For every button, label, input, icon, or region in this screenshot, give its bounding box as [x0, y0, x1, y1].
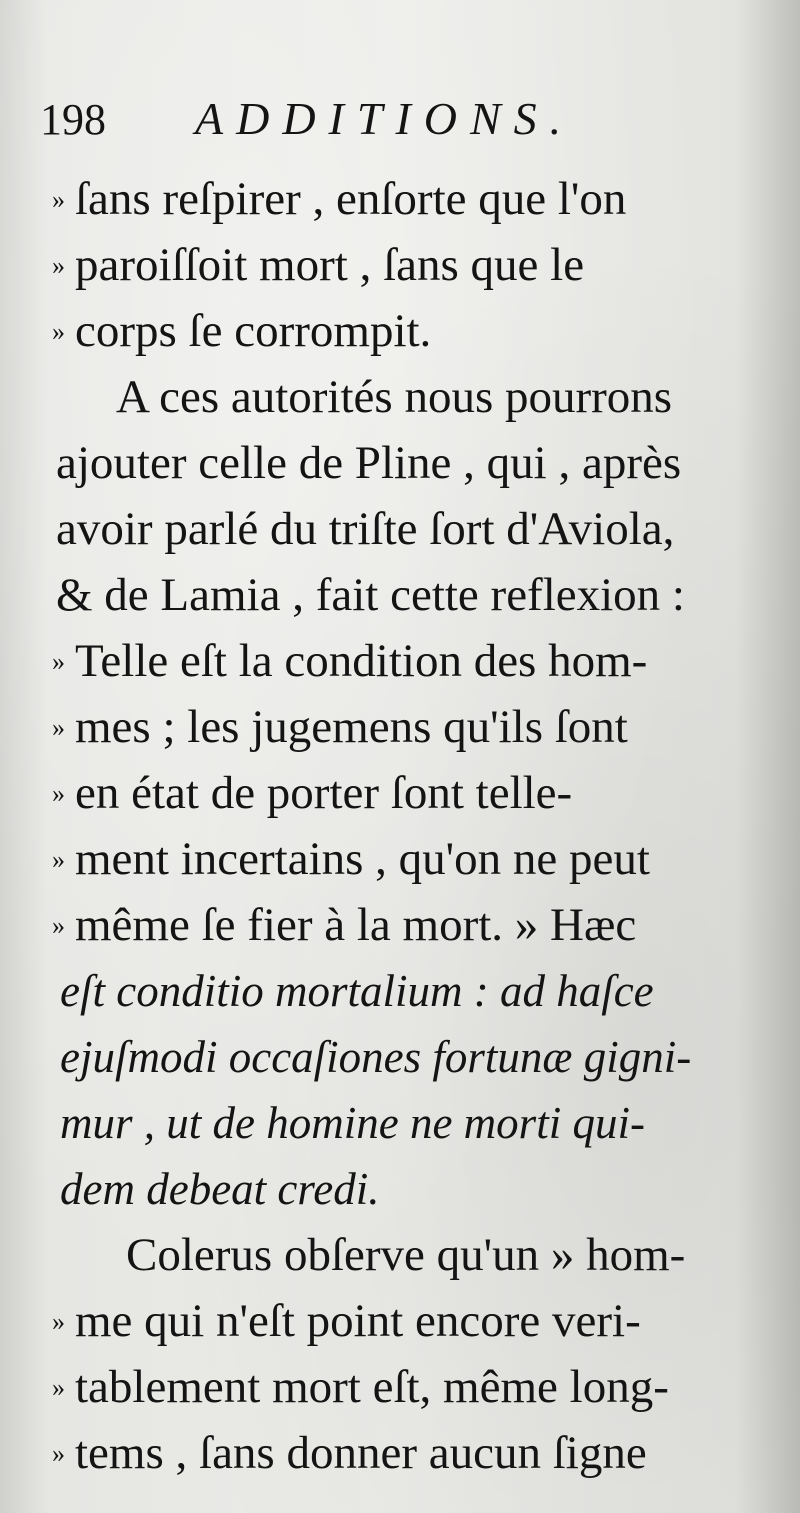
quote-mark: »	[52, 1307, 65, 1336]
line-text: eſt conditio mortalium : ad haſce	[60, 966, 654, 1016]
line-text: corps ſe corrompit.	[75, 305, 432, 357]
line-text: mur , ut de homine ne morti qui-	[60, 1098, 645, 1148]
text-line	[52, 232, 757, 298]
line-text: paroiſſoit mort , ſans que le	[75, 239, 585, 291]
quote-mark: »	[52, 779, 65, 808]
line-text: me qui n'eſt point encore veri-	[75, 1295, 641, 1347]
line-text: dem debeat credi.	[60, 1164, 380, 1214]
line-text: ejuſmodi occaſiones fortunæ gigni-	[60, 1032, 692, 1082]
section-title: ADDITIONS.	[195, 93, 575, 144]
text-line	[52, 760, 757, 826]
line-text: en état de porter ſont telle-	[75, 767, 573, 819]
line-text: Telle eſt la condition des hom-	[75, 635, 648, 687]
line-text: ſans reſpirer , enſorte que l'on	[75, 173, 627, 225]
quote-mark: »	[52, 1439, 65, 1468]
quote-mark: »	[52, 1373, 65, 1402]
text-line	[126, 1222, 756, 1288]
text-line	[52, 1420, 757, 1486]
line-text: même ſe fier à la mort. » Hæc	[75, 899, 637, 951]
quote-mark: »	[52, 185, 65, 214]
page-number: 198	[40, 95, 106, 144]
line-text: A ces autorités nous pourrons	[116, 371, 673, 423]
text-line	[52, 892, 757, 958]
quote-mark: »	[52, 647, 65, 676]
line-text: & de Lamia , fait cette reflexion :	[56, 569, 685, 621]
quote-mark: »	[52, 713, 65, 742]
line-text: avoir parlé du triſte ſort d'Aviola,	[56, 503, 675, 555]
quote-mark: »	[52, 317, 65, 346]
text-line	[52, 166, 757, 232]
text-line	[52, 826, 757, 892]
latin-line	[60, 1156, 765, 1222]
line-text: tablement mort eſt, même long-	[75, 1361, 669, 1413]
latin-line	[60, 1090, 765, 1156]
running-head	[40, 92, 740, 152]
text-line	[52, 694, 757, 760]
text-line	[116, 364, 756, 430]
text-line	[56, 562, 761, 628]
line-text: ment incertains , qu'on ne peut	[75, 833, 650, 885]
text-line	[52, 1288, 757, 1354]
latin-line	[60, 958, 765, 1024]
text-line	[56, 496, 761, 562]
line-text: tems , ſans donner aucun ſigne	[75, 1427, 647, 1479]
text-line	[52, 298, 757, 364]
line-text: ajouter celle de Pline , qui , après	[56, 437, 682, 489]
text-line	[52, 1354, 757, 1420]
text-line	[52, 628, 757, 694]
line-text: mes ; les jugemens qu'ils ſont	[75, 701, 628, 753]
text-line	[56, 430, 761, 496]
quote-mark: »	[52, 911, 65, 940]
latin-line	[60, 1024, 765, 1090]
line-text: Colerus obſerve qu'un » hom-	[126, 1229, 686, 1281]
quote-mark: »	[52, 251, 65, 280]
quote-mark: »	[52, 845, 65, 874]
